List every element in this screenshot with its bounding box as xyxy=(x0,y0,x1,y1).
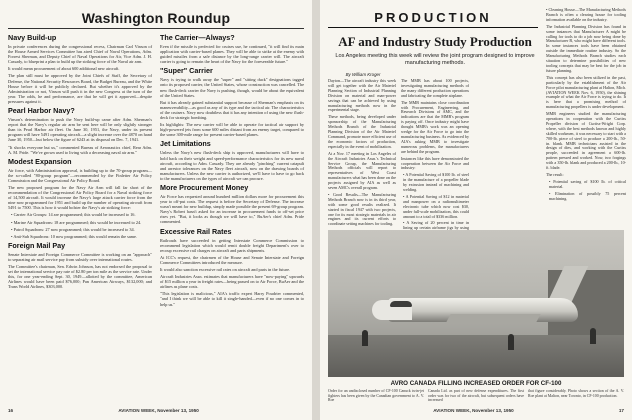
right-page xyxy=(320,0,632,420)
footer-magazine: AVIATION WEEK, November 13, 1950 xyxy=(433,408,514,413)
paragraph: This concept has also been utilized in the past, particularly by the establishment of the Air Force pilot manufacturing plant at Halton, Mich. (AVIATION WEEK Nov. 6, 1950), the shining example of what the Air Force is trying to do. It is here that a promising method of manufacturing propellers is under development. xyxy=(546,74,626,110)
worker-figure xyxy=(590,328,596,344)
right-footer xyxy=(328,408,624,413)
paragraph: Even if the missile is perfected for cruises use, he continued, "it will find its main application with carrier-based planes. They will be able to strike at the enemy with guided missiles from a safe distance by the long-range carrier will. The aircraft carrier is going to remain the heart of the Navy for the foreseeable future." xyxy=(160,44,304,65)
paragraph: • Good Results—The Manufacturing Methods Branch now is in its third year, with some good results realized. It started in fiscal 1947 with two projects, one for its most strategic materials in air engines and its current efforts to coordinate setting machines for tooling. xyxy=(328,191,396,227)
bullet-paragraph: • A Potential Saving of $12 in material and manpower on a radiomultimeter electronic tube which now cost $30, under full-scale mobilization, this could amount to a total of $336 million. xyxy=(403,193,469,219)
bullet-paragraph: • Carrier Air Groups: 14 are programmed; this would be increased to 16. xyxy=(11,212,136,218)
paragraph: MMB engineers studied the manufacturing operations in cooperation with the Curtiss Propeller division of Curtiss-Wright Corp. where, with the best methods known and highly skilled workmen, it was necessary to start with a 700-lb. piece of steel to produce a 200-lb., 50-in. blank. MMB technicians assisted in the design of dies, and working with the Curtiss people, succeeded in agreement a 600-lb. pattern pressed and worked. Now, two forgings with a 350-lb. blank and produced a 200-lb., 10-ft. blade. xyxy=(546,111,626,171)
paragraph: The Committee's chairman, Sen. Edwin Johnson, has not endorsed the proposal to set the international service pay rate of $2.80 per ton mile as the service rate. Under this, for one year-ending Sept. 30, 1949—allotted by the committee, American Airlines would have been paid $76,000; Pan American Airways, $132,000; and Trans World Airlines, $303,000. xyxy=(8,264,152,290)
roundup-column-2 xyxy=(160,31,304,401)
cf100-production-photo xyxy=(328,230,624,377)
bullet-paragraph: • Patrol Squadrons: 27 now programmed; this would be increased to 34. xyxy=(11,226,135,232)
section-rule xyxy=(328,27,538,28)
paragraph: Dayton—The aircraft industry this week will get together with the Air Materiel Planning Section of Industrial Planning Division on material and man-power savings that can be achieved by using manufacturing methods now in the experimental stage. xyxy=(328,78,396,113)
paragraph: Air Force has requested around hundred million dollars more for procurement this year to off-put costs. The request is before the Secretary of Defense. The increase wasn't meant for new buildup, simply made possible the present 69-group program. Navy's Robert hasn't asked for an increase in procurement funds to off-set price rises yet. "But, it looks as though we will have to," BuAer's chief Adm. Pride commented. xyxy=(160,193,304,225)
caption-part: Canada Ltd. as part of new defense expenditures. The first order was for two of the aircraft, but subsequent orders have increased xyxy=(428,389,524,403)
section-heading: Modest Expansion xyxy=(8,156,72,166)
paragraph: It would also sanction excessive rail rates on aircraft and parts in the future. xyxy=(160,267,291,272)
page-title-washington-roundup: Washington Roundup xyxy=(81,10,231,26)
left-page xyxy=(0,0,312,420)
article-deck: Los Angeles meeting this week will review the joint program designed to improve manufacturing methods. xyxy=(335,53,535,67)
photo-caption xyxy=(328,389,624,403)
bullet-paragraph: • Potential saving of $100 lb. of critical material. xyxy=(549,178,626,189)
section-label: PRODUCTION xyxy=(374,10,492,25)
article-column-3 xyxy=(546,8,626,228)
roundup-columns xyxy=(8,31,304,401)
paragraph: But it has already gained substantial support because of Sherman's emphasis on its maneuverability—as good as any of its type and the tactical air. The characteristics of the cruisers. Navy now doubtless that it has any intention of using the new flush-deck for strategic bombing. xyxy=(160,99,304,121)
paragraph: At ICC's request, the chairmen of the House and Senate Interstate and Foreign Commerce Committees introduced the measure. xyxy=(160,254,304,265)
caption-part: that figure considerably. Photo shows a section of the A. V. Roe plant at Malton, near Toronto, in CF-100 production. xyxy=(528,389,624,398)
aircraft-cockpit xyxy=(390,301,412,307)
aircraft-wing xyxy=(445,314,540,324)
left-footer xyxy=(8,408,304,413)
paragraph: It would mean procurement of about 600 additional new aircraft. xyxy=(8,66,120,72)
worker-figure xyxy=(362,330,368,346)
section-header xyxy=(328,10,538,26)
section-heading: Jet Limitations xyxy=(160,139,211,149)
bullet-paragraph: • Elimination of possibly 75 percent machining. xyxy=(549,190,626,201)
paragraph: The Industrial Planning Division has found in some instances that Manufacturer A might be calling for tools to do a job now being done by Manufacturer B, who might have different tools. In some instances tools have been obtained outside the immediate routine industry. So the Manufacturing Methods Branch studies each situation to determine possibilities of new tooling concepts that may be best for the job in future planning. xyxy=(546,23,626,73)
article-column-1 xyxy=(328,79,396,229)
section-heading: Pearl Harbor Navy? xyxy=(8,106,75,116)
paragraph: "This legislation is malicious," AIA's traffic expert Harry Poudrier commented, "and I think we will be able to kill it single-handed—even if no one comes in to help us." xyxy=(160,291,304,307)
worker-figure xyxy=(508,334,514,350)
paragraph: Vinson's determination to push the Navy build-up came after Adm. Sherman's report that the Navy's regular air arm be sent here will be only slightly stronger than its Pearl Harbor air fleet. On June 30, 1951, the Navy, under its present program will have 5491 operating aircraft—a slight increase over the 4870 on hand June 30, 1950—but below the figure of 6243 at its disposal on Dec. 7, 1941. xyxy=(8,117,152,143)
paragraph: The new proposed program for the Navy Air Arm will fall far short of the recommendation of the Congressional Air Policy Board for a Naval striking force of 14,500 aircraft. It would increase the Navy's large attack carrier force from the nine now programmed for 1951 and build up the number of operating aircraft from 5491 to 7500. This is how it would bolster the Navy's air striking force: xyxy=(8,184,152,211)
paragraph: Senate Interstate and Foreign Commerce Committee is working on an "approach" to separating air mail service pay from subsidy over international routes. xyxy=(8,251,152,262)
byline: By William Kroger xyxy=(345,72,381,77)
section-heading: Excessive Rail Rates xyxy=(160,226,232,236)
section-heading: "Super" Carrier xyxy=(160,66,213,76)
footer-magazine: AVIATION WEEK, November 13, 1950 xyxy=(118,408,199,413)
section-heading: Navy Build-up xyxy=(8,33,57,42)
bullet-paragraph: • A Saving of 20 percent in time in lining up certain airframe jigs by using xyxy=(403,220,469,231)
roundup-column-1 xyxy=(8,31,152,401)
article-column-spacer xyxy=(474,79,542,229)
paragraph: "It shocks everyone but us," commented Bureau of Aeronautics chief, Rear Adm. A. M. Pride. "We've grown used to living with a decreasing naval air arm." xyxy=(8,144,152,155)
paragraph: Its highlights: The new carrier will be able to operate for tactical air support by high-powered jets from some 600 miles distant from an enemy target, compared to the some 300-mile range for present carrier-based planes. xyxy=(160,122,304,138)
article-columns xyxy=(328,79,542,229)
paragraph: Instances like this have demonstrated the cooperation between the Air Force and industry: xyxy=(401,155,469,171)
paragraph: The MMB has about 100 projects, investigating manufacturing methods of the many different production operations and fabricating the complete airplane. xyxy=(401,78,469,98)
paragraph: The MMB maintains close coordination with Procurement, Engineering, and Research Divisions of AMC, and the indications are that the MMB's program is paying off. Once industry might have thought MMB's work was an opening wedge for the Air Force to go into the manufacturing business. As evidenced by AIA's asking MMB to investigate numerous problems, the manufacturers are behind the program. xyxy=(401,99,469,154)
section-heading: The Carrier—Always? xyxy=(160,33,235,42)
paragraph: The plan still must be approved by the Joint Chiefs of Staff, the Secretary of Defense, the National Security Resources Board, the Budget Bureau, and the White House before it will be publicly declared. But whether it's approved by the Administration or not, Vinson will push it in the new Congress at the turn of the year. The odds, he and performance, are that he will get it approved—despite pressures against it. xyxy=(8,73,152,104)
paragraph: In private conferences during the congressional recess, Chairman Carl Vinson of the House Armed Services Committee has aired Chief of Naval Operations, Adm. Forrest Sherman, and Deputy Chief of Naval Operations for Air, Vice Adm. J. H. Cassady, to blueprint a plan to build up the striking force of the Naval air arm. xyxy=(8,44,152,65)
paragraph: Air force, with Administration approval, is building up to the 70-group program—the so-called "80-group program"—recommended by the Finletter Air Policy Commission and the Congressional Air Policy Board. xyxy=(8,167,152,183)
factory-floor xyxy=(328,335,624,377)
paragraph: Railroads have succeeded in getting Interstate Commerce Commission to recommend legislation which would remit double freight Department's over to recoup excessive rail charges on aircraft and parts shipments. xyxy=(160,237,304,253)
bullet-paragraph: • Anti-Sub Squadrons: 10 now programmed; this would remain the same. xyxy=(11,233,137,239)
article-title: AF and Industry Study Production xyxy=(338,34,532,49)
page-number: 17 xyxy=(618,408,624,413)
paragraph: Aircraft Industries Assn. estimates that manufacturers have "now-paying" upwards of $15 million a year in freight rates—being passed on to Air Force, BuAer and the airlines as plane costs. xyxy=(160,274,304,290)
paragraph: The result: xyxy=(546,172,564,177)
paragraph: Unless the Navy's new flush-deck ship is approved, manufacturers will have to hold back on their weight and speed-performance characteristics for its new naval aircraft, according to Adm. Cassady. They are already "pinching" current catapult and arrestor tolerances on the Navy fleet aircraft, now on the drawing boards of manufacturers. Unless the new carrier is authorized, we'll have to have to go back to the manufacturers on the types of aircraft we can procure. xyxy=(160,150,304,181)
article-column-2 xyxy=(401,79,469,229)
bullet-paragraph: • A Potential Saving of $100 lb. of steel in the manufacture of a propeller blade by extrusion instead of machining and welding. xyxy=(403,172,469,193)
paragraph: Navy is trying to walk away the "super" and "sitting duck" designations tagged onto its proposed carrier, the United States, whose construction was cancelled. The new flush-deck carrier the Navy is pushing, though, would be about the equivalent of the United States. xyxy=(160,77,304,98)
title-rule xyxy=(8,28,304,29)
paragraph: • Cleaning House—The Manufacturing Methods Branch is often a clearing house for tooling information available on the industry. xyxy=(546,7,626,22)
caption-part: Order for an undisclosed number of CF-100 Canuck twin-jet fighters has been given by the Canadian government to A. V. Roe xyxy=(328,389,424,403)
bullet-paragraph: • Marine Air Squadrons: 18 are programmed; this would be increased to 24. xyxy=(11,219,142,225)
section-heading: More Procurement Money xyxy=(160,182,249,192)
photo-caption-title: AVRO CANADA FILLING INCREASED ORDER FOR CF-100 xyxy=(390,380,562,387)
page-number: 16 xyxy=(8,408,14,413)
paragraph: These methods, being developed under sponsorship of the Manufacturing Methods Branch of the Industrial Planning Division of the Air Materiel Command, promote more efficient use of the economic factors of production, especially in the event of mobilization. xyxy=(328,114,396,149)
paragraph: At a Nov. 17 meeting in Los Angeles of the Aircraft Industries Assn.'s Technical Service Group, the Manufacturing Methods officials will report to representatives of West Coast manufacturers what has been done on the projects assigned by AIA as well as seven AMC's overall program. xyxy=(328,150,396,191)
section-heading: Foreign Mail Pay xyxy=(8,240,66,250)
